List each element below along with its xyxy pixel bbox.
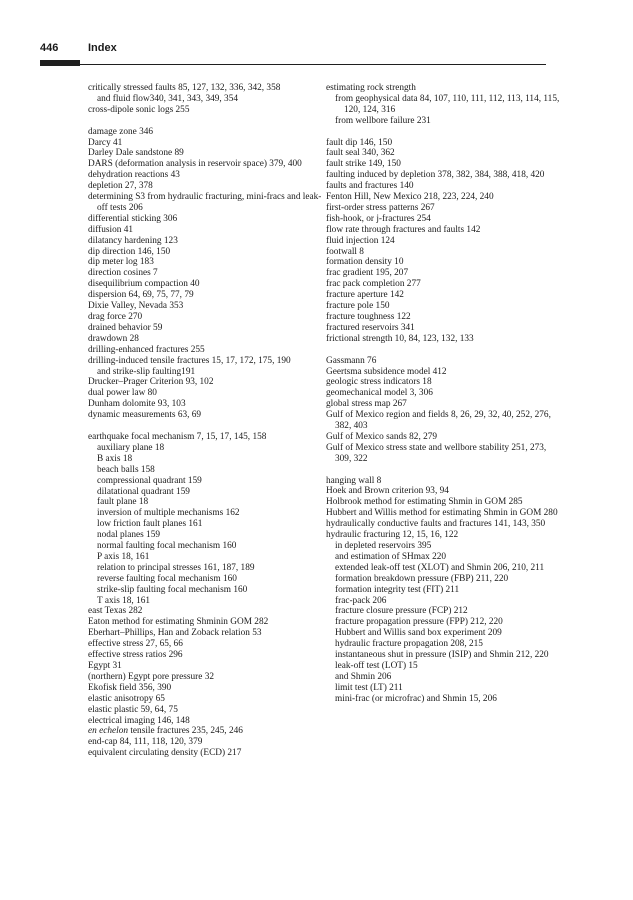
index-entry: geologic stress indicators 18 [326, 377, 432, 388]
index-subentry: and estimation of SHmax 220 [335, 551, 447, 562]
index-letter-gap [88, 116, 324, 127]
index-entry: Darcy 41 [88, 137, 123, 148]
index-entry: drilling-enhanced fractures 255 [88, 344, 205, 355]
index-entry: hydraulic fracturing 12, 15, 16, 122 [326, 530, 459, 541]
index-entry: Gassmann 76 [326, 355, 377, 366]
header-rule [80, 64, 546, 65]
index-entry: cross-dipole sonic logs 255 [88, 104, 190, 115]
index-subentry: normal faulting focal mechanism 160 [97, 541, 237, 552]
index-entry: Holbrook method for estimating Shmin in GOM 285 [326, 497, 523, 508]
index-entry: frictional strength 10, 84, 123, 132, 133 [326, 333, 474, 344]
index-entry: direction cosines 7 [88, 268, 158, 279]
index-entry: fracture toughness 122 [326, 312, 411, 323]
index-entry: en echelon tensile fractures 235, 245, 246 [88, 726, 243, 737]
index-subentry: from geophysical data 84, 107, 110, 111, 112, 113, 114, 115, 120, 124, 316 [335, 93, 560, 115]
index-subentry: nodal planes 159 [97, 530, 160, 541]
index-entry: flow rate through fractures and faults 142 [326, 224, 481, 235]
index-entry: dehydration reactions 43 [88, 170, 180, 181]
page-number: 446 [40, 42, 59, 54]
index-subentry: hydraulic fracture propagation 208, 215 [335, 639, 483, 650]
index-subentry: fracture propagation pressure (FPP) 212, 220 [335, 617, 503, 628]
index-entry: frac pack completion 277 [326, 279, 421, 290]
index-entry: Egypt 31 [88, 661, 122, 671]
index-subentry: relation to principal stresses 161, 187, 189 [97, 562, 255, 573]
index-subentry: strike-slip faulting focal mechanism 160 [97, 584, 248, 595]
index-entry: equivalent circulating density (ECD) 217 [88, 748, 242, 759]
index-subentry: instantaneous shut in pressure (ISIP) and Shmin 212, 220 [335, 650, 549, 661]
index-entry: faulting induced by depletion 378, 382, 384, 388, 418, 420 [326, 170, 545, 181]
index-entry: drained behavior 59 [88, 322, 163, 333]
index-entry: critically stressed faults 85, 127, 132, 336, 342, 358 [88, 83, 281, 93]
index-entry: drilling-induced tensile fractures 15, 17, 172, 175, 190 [88, 355, 291, 366]
index-entry: Dixie Valley, Nevada 353 [88, 301, 184, 312]
index-subentry: auxiliary plane 18 [97, 442, 165, 453]
index-entry: electrical imaging 146, 148 [88, 715, 190, 726]
index-entry: first-order stress patterns 267 [326, 202, 435, 213]
index-subentry: extended leak-off test (XLOT) and Shmin 206, 210, 211 [335, 562, 545, 573]
index-subentry: Hubbert and Willis sand box experiment 209 [335, 628, 502, 639]
index-entry: east Texas 282 [88, 606, 143, 617]
running-header-title: Index [88, 42, 117, 54]
index-entry: damage zone 346 [88, 126, 154, 137]
index-entry: Hubbert and Willis method for estimating Shmin in GOM 280 [326, 508, 558, 519]
index-subentry: inversion of multiple mechanisms 162 [97, 508, 240, 519]
index-entry: frac gradient 195, 207 [326, 268, 409, 279]
index-entry: end-cap 84, 111, 118, 120, 379 [88, 737, 203, 748]
index-entry: Gulf of Mexico region and fields 8, 26, 29, 32, 40, 252, 276, 382, 403 [326, 410, 551, 432]
index-entry: fault dip 146, 150 [326, 137, 393, 148]
index-entry: hydraulically conductive faults and fractures 141, 143, 350 [326, 519, 546, 530]
index-entry: fracture pole 150 [326, 301, 390, 312]
index-entry: disequilibrium compaction 40 [88, 279, 200, 290]
index-entry: fish-hook, or j-fractures 254 [326, 213, 431, 224]
index-column-right [326, 83, 562, 705]
index-entry: fluid injection 124 [326, 235, 395, 246]
index-subentry: and Shmin 206 [335, 671, 392, 682]
index-entry: dynamic measurements 63, 69 [88, 410, 202, 421]
index-entry: faults and fractures 140 [326, 181, 414, 192]
index-entry: elastic anisotropy 65 [88, 693, 165, 704]
index-subentry: formation breakdown pressure (FBP) 211, 220 [335, 573, 509, 584]
index-subentry: in depleted reservoirs 395 [335, 541, 432, 552]
index-entry: Darley Dale sandstone 89 [88, 148, 184, 159]
index-entry: Gulf of Mexico stress state and wellbore stability 251, 273, 309, 322 [326, 442, 547, 464]
index-subentry: compressional quadrant 159 [97, 475, 202, 486]
index-entry: (northern) Egypt pore pressure 32 [88, 671, 214, 682]
index-entry: Eberhart–Phillips, Han and Zoback relation 53 [88, 628, 262, 639]
index-subentry: limit test (LT) 211 [335, 682, 403, 693]
index-subentry: and fluid flow340, 341, 343, 349, 354 [97, 93, 238, 104]
header-bar [40, 60, 80, 66]
index-entry: effective stress ratios 296 [88, 650, 183, 661]
index-entry: dip meter log 183 [88, 257, 154, 268]
index-entry: global stress map 267 [326, 399, 407, 410]
index-entry: drawdown 28 [88, 333, 139, 344]
index-entry: drag force 270 [88, 312, 143, 323]
index-entry: Eaton method for estimating Shminin GOM 282 [88, 617, 269, 628]
index-entry: dispersion 64, 69, 75, 77, 79 [88, 290, 194, 301]
index-entry: dip direction 146, 150 [88, 246, 171, 257]
index-entry: diffusion 41 [88, 224, 134, 235]
index-entry: Drucker–Prager Criterion 93, 102 [88, 377, 214, 388]
index-subentry: fault plane 18 [97, 497, 149, 508]
index-entry: Fenton Hill, New Mexico 218, 223, 224, 240 [326, 192, 494, 203]
index-entry: dual power law 80 [88, 388, 157, 399]
index-subentry: from wellbore failure 231 [335, 115, 431, 126]
index-entry: fault seal 340, 362 [326, 148, 395, 159]
index-subentry: T axis 18, 161 [97, 595, 151, 606]
index-entry: fracture aperture 142 [326, 290, 404, 301]
index-entry: Hoek and Brown criterion 93, 94 [326, 486, 449, 497]
index-subentry: reverse faulting focal mechanism 160 [97, 573, 237, 584]
index-entry: dilatancy hardening 123 [88, 235, 178, 246]
index-subentry: formation integrity test (FIT) 211 [335, 584, 460, 595]
index-entry: Gulf of Mexico sands 82, 279 [326, 431, 438, 442]
index-subentry: B axis 18 [97, 453, 133, 464]
index-subentry: beach balls 158 [97, 464, 155, 475]
index-entry: estimating rock strength [326, 83, 416, 93]
index-letter-gap [326, 465, 562, 476]
index-entry: geomechanical model 3, 306 [326, 388, 433, 399]
index-subentry: fracture closure pressure (FCP) 212 [335, 606, 468, 617]
index-subentry: P axis 18, 161 [97, 551, 150, 562]
index-subentry: dilatational quadrant 159 [97, 486, 190, 497]
index-entry: Geertsma subsidence model 412 [326, 366, 447, 377]
index-entry: Dunham dolomite 93, 103 [88, 399, 186, 410]
index-entry: formation density 10 [326, 257, 404, 268]
index-entry: differential sticking 306 [88, 213, 178, 224]
index-entry: earthquake focal mechanism 7, 15, 17, 145, 158 [88, 431, 267, 442]
index-entry: determining S3 from hydraulic fracturing, mini-fracs and leak-off tests 206 [88, 192, 322, 213]
index-column-left [88, 83, 324, 759]
index-entry: effective stress 27, 65, 66 [88, 639, 183, 650]
index-entry: hanging wall 8 [326, 475, 382, 486]
index-entry: DARS (deformation analysis in reservoir space) 379, 400 [88, 159, 302, 170]
index-entry: fractured reservoirs 341 [326, 322, 415, 333]
index-entry: elastic plastic 59, 64, 75 [88, 704, 178, 715]
index-entry: footwall 8 [326, 246, 364, 257]
index-letter-gap [326, 345, 562, 356]
index-entry: fault strike 149, 150 [326, 159, 401, 170]
index-letter-gap [326, 127, 562, 138]
index-subentry: mini-frac (or microfrac) and Shmin 15, 206 [335, 693, 497, 704]
index-entry: depletion 27, 378 [88, 181, 153, 192]
index-subentry: and strike-slip faulting191 [97, 366, 196, 377]
index-subentry: leak-off test (LOT) 15 [335, 660, 418, 671]
index-letter-gap [88, 421, 324, 432]
index-subentry: frac-pack 206 [335, 595, 387, 606]
index-entry: Ekofisk field 356, 390 [88, 682, 172, 693]
index-subentry: low friction fault planes 161 [97, 519, 203, 530]
